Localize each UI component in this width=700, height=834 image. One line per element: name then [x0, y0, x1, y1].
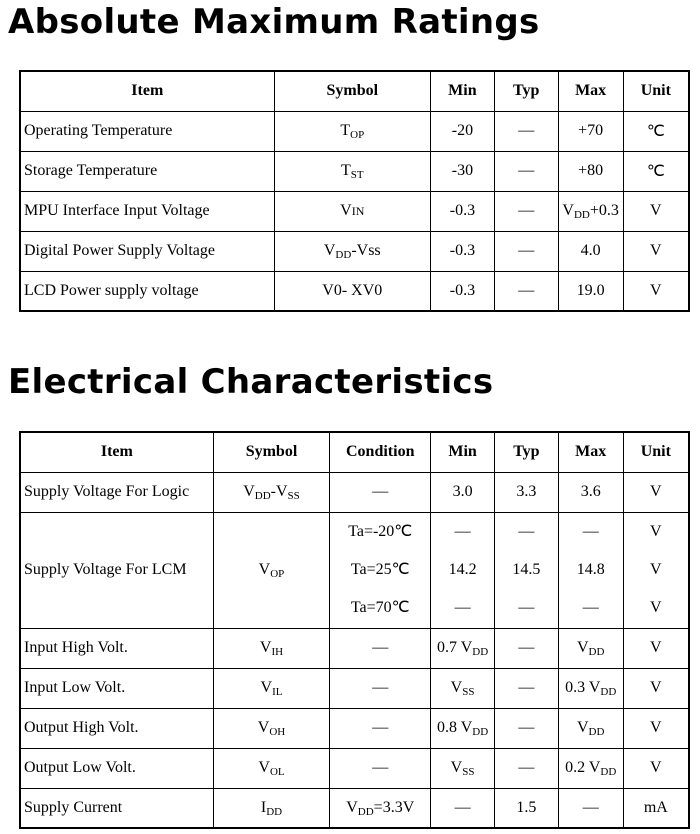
symbol-cell: $T_{OP}$ — [274, 111, 430, 151]
min-cell: -0.3 — [430, 271, 494, 311]
item-cell: Supply Voltage For Logic — [20, 472, 213, 512]
symbol-cell: $V_{IH}$ — [213, 628, 330, 668]
table-row — [20, 231, 689, 271]
max-cell: 3.6 — [558, 472, 623, 512]
typ-cell: — — [494, 748, 558, 788]
max-cell: 4.0 — [558, 231, 623, 271]
symbol-cell: $V_{IL}$ — [213, 668, 330, 708]
table-row — [20, 111, 689, 151]
min-cell: -30 — [430, 151, 494, 191]
max-cell: — 14.8 — — [558, 512, 623, 628]
unit-cell: V — [623, 748, 689, 788]
header-typ: Typ — [494, 432, 558, 472]
table-row — [20, 191, 689, 231]
condition-cell: Ta=-20℃ Ta=25℃ Ta=70℃ — [330, 512, 431, 628]
table-row — [20, 668, 689, 708]
item-cell: Operating Temperature — [20, 111, 274, 151]
min-cell: -0.3 — [430, 191, 494, 231]
unit-cell: V V V — [623, 512, 689, 628]
item-cell: Supply Current — [20, 788, 213, 828]
item-cell: Storage Temperature — [20, 151, 274, 191]
electrical-characteristics-table — [19, 431, 690, 829]
unit-cell: V — [623, 472, 689, 512]
max-cell: — — [558, 788, 623, 828]
symbol-cell: $I_{DD}$ — [213, 788, 330, 828]
table-row — [20, 788, 689, 828]
item-cell: Supply Voltage For LCM — [20, 512, 213, 628]
unit-cell: V — [623, 191, 689, 231]
unit-cell: V — [623, 668, 689, 708]
absolute-maximum-ratings-title: Absolute Maximum Ratings — [8, 2, 540, 42]
table-row — [20, 628, 689, 668]
unit-cell: V — [623, 708, 689, 748]
max-cell: $V_{DD}$ — [558, 708, 623, 748]
header-unit: Unit — [623, 432, 689, 472]
symbol-cell: $V_{DD}$-Vss — [274, 231, 430, 271]
typ-cell: — 14.5 — — [494, 512, 558, 628]
max-cell: 0.3 $V_{DD}$ — [558, 668, 623, 708]
symbol-cell: $V_{OP}$ — [213, 512, 330, 628]
symbol-cell: VIN — [274, 191, 430, 231]
symbol-cell: $T_{ST}$ — [274, 151, 430, 191]
unit-cell: V — [623, 271, 689, 311]
min-cell: $V_{SS}$ — [431, 668, 495, 708]
item-cell: Input High Volt. — [20, 628, 213, 668]
header-unit: Unit — [623, 71, 689, 111]
min-cell: 0.8 $V_{DD}$ — [431, 708, 495, 748]
table-header-row — [20, 71, 689, 111]
max-cell: $V_{DD}$ — [558, 628, 623, 668]
header-symbol: Symbol — [274, 71, 430, 111]
header-min: Min — [430, 71, 494, 111]
symbol-cell: $V_{DD}-V_{SS}$ — [213, 472, 330, 512]
header-symbol: Symbol — [213, 432, 330, 472]
table-row — [20, 271, 689, 311]
unit-cell: ℃ — [623, 151, 689, 191]
header-item: Item — [20, 71, 274, 111]
unit-cell: ℃ — [623, 111, 689, 151]
table-row — [20, 512, 689, 628]
min-cell: -20 — [430, 111, 494, 151]
condition-cell: — — [330, 628, 431, 668]
symbol-cell: $V_{OL}$ — [213, 748, 330, 788]
typ-cell: 3.3 — [494, 472, 558, 512]
condition-cell: — — [330, 748, 431, 788]
header-max: Max — [558, 71, 623, 111]
absolute-maximum-ratings-table — [19, 70, 690, 312]
typ-cell: — — [494, 708, 558, 748]
table-row — [20, 748, 689, 788]
unit-cell: V — [623, 628, 689, 668]
header-max: Max — [558, 432, 623, 472]
typ-cell: — — [494, 628, 558, 668]
min-cell: -0.3 — [430, 231, 494, 271]
header-item: Item — [20, 432, 213, 472]
max-cell: 0.2 $V_{DD}$ — [558, 748, 623, 788]
condition-cell: — — [330, 472, 431, 512]
table-row — [20, 472, 689, 512]
max-cell: +80 — [558, 151, 623, 191]
electrical-characteristics-title: Electrical Characteristics — [8, 362, 494, 402]
min-cell: 3.0 — [431, 472, 495, 512]
unit-cell: mA — [623, 788, 689, 828]
symbol-cell: $V_{OH}$ — [213, 708, 330, 748]
unit-cell: V — [623, 231, 689, 271]
min-cell: — — [431, 788, 495, 828]
item-cell: Digital Power Supply Voltage — [20, 231, 274, 271]
typ-cell: — — [494, 191, 558, 231]
header-min: Min — [431, 432, 495, 472]
symbol-cell: V0- XV0 — [274, 271, 430, 311]
min-cell: 0.7 $V_{DD}$ — [431, 628, 495, 668]
condition-cell: $V_{DD}=3.3V$ — [330, 788, 431, 828]
typ-cell: — — [494, 271, 558, 311]
item-cell: Output Low Volt. — [20, 748, 213, 788]
item-cell: MPU Interface Input Voltage — [20, 191, 274, 231]
typ-cell: — — [494, 151, 558, 191]
header-condition: Condition — [330, 432, 431, 472]
min-cell: $V_{SS}$ — [431, 748, 495, 788]
header-typ: Typ — [494, 71, 558, 111]
table-row — [20, 708, 689, 748]
typ-cell: — — [494, 668, 558, 708]
typ-cell: 1.5 — [494, 788, 558, 828]
item-cell: Output High Volt. — [20, 708, 213, 748]
condition-cell: — — [330, 668, 431, 708]
typ-cell: — — [494, 231, 558, 271]
max-cell: +70 — [558, 111, 623, 151]
table-row — [20, 151, 689, 191]
min-cell: — 14.2 — — [431, 512, 495, 628]
item-cell: Input Low Volt. — [20, 668, 213, 708]
table-header-row — [20, 432, 689, 472]
item-cell: LCD Power supply voltage — [20, 271, 274, 311]
condition-cell: — — [330, 708, 431, 748]
typ-cell: — — [494, 111, 558, 151]
max-cell: 19.0 — [558, 271, 623, 311]
max-cell: $V_{DD}+0.3$ — [558, 191, 623, 231]
